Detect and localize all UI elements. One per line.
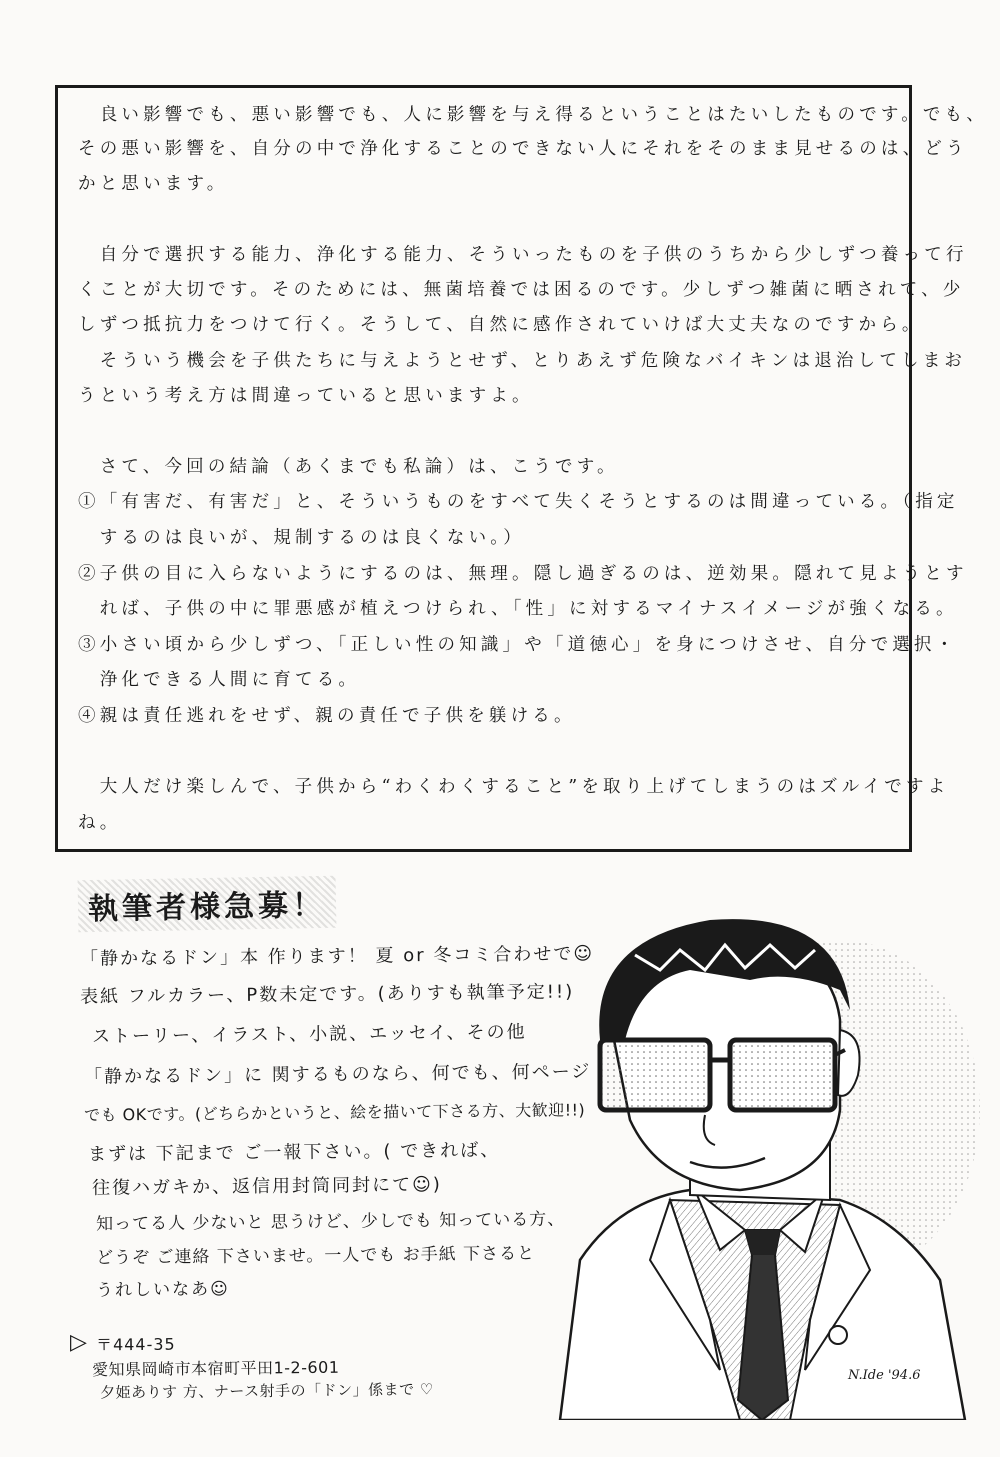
address-line: 愛知県岡崎市本宿町平田1-2-601 xyxy=(91,1357,340,1380)
man-with-glasses-illustration xyxy=(540,900,980,1420)
essay-line: さて、今回の結論（あくまでも私論）は、こうです。 xyxy=(78,457,619,477)
essay-line: ④親は責任逃れをせず、親の責任で子供を躾ける。 xyxy=(78,706,576,726)
essay-line: その悪い影響を、自分の中で浄化することのできない人にそれをそのまま見せるのは、どう xyxy=(78,139,968,159)
notice-line: でも OKです。(どちらかというと、絵を描いて下さる方、大歓迎!!) xyxy=(83,1100,586,1125)
artist-signature: N.Ide '94.6 xyxy=(848,1368,921,1383)
essay-line: 大人だけ楽しんで、子供から“わくわくすること”を取り上げてしまうのはズルイですよ xyxy=(78,777,950,797)
address-recipient: 夕姫ありす 方、ナース射手の「ドン」係まで ♡ xyxy=(99,1380,434,1402)
essay-line: そういう機会を子供たちに与えようとせず、とりあえず危険なバイキンは退治してしまお xyxy=(78,351,967,371)
essay-line: ②子供の目に入らないようにするのは、無理。隠し過ぎるのは、逆効果。隠れて見ようとす xyxy=(78,564,968,584)
notice-line: うれしいなあ☺ xyxy=(95,1279,230,1301)
essay-line: しずつ抵抗力をつけて行く。そうして、自然に感作されていけば大丈夫なのですから。 xyxy=(78,315,924,335)
notice-line: 表紙 フルカラー、P数未定です。(ありすも執筆予定!!) xyxy=(79,981,575,1008)
essay-line: 自分で選択する能力、浄化する能力、そういったものを子供のうちから少しずつ養って行 xyxy=(78,245,968,265)
notice-line: 「静かなるドン」本 作ります！ 夏 or 冬コミ合わせで☺ xyxy=(79,943,595,970)
essay-line: ①「有害だ、有害だ」と、そういうものをすべて失くそうとするのは間違っている。（指定 xyxy=(78,492,959,512)
essay-line: れば、子供の中に罪悪感が植えつけられ、「性」に対するマイナスイメージが強くなる。 xyxy=(78,599,958,619)
notice-line: 往復ハガキか、返信用封筒同封にて☺) xyxy=(91,1174,442,1199)
notice-line: どうぞ ご連絡 下さいませ。一人でも お手紙 下さると xyxy=(95,1243,536,1269)
essay-line: かと思います。 xyxy=(78,174,229,194)
essay-line: するのは良いが、規制するのは良くない。） xyxy=(78,528,525,548)
triangle-pointer-icon: ▷ xyxy=(70,1330,87,1355)
notice-line: 知ってる人 少ないと 思うけど、少しでも 知っている方、 xyxy=(95,1209,566,1235)
essay-line: ね。 xyxy=(78,813,122,833)
essay-line: くことが大切です。そのためには、無菌培養では困るのです。少しずつ雑菌に晒されて、少 xyxy=(78,280,965,300)
essay-line: ③小さい頃から少しずつ、「正しい性の知識」や「道徳心」を身につけさせ、自分で選択・ xyxy=(78,635,958,655)
postal-code: 〒444-35 xyxy=(95,1334,176,1355)
recruit-headline: 執筆者様急募！ xyxy=(78,876,337,932)
essay-line: 良い影響でも、悪い影響でも、人に影響を与え得るということはたいしたものです。でも、 xyxy=(78,105,988,125)
notice-line: 「静かなるドン」に 関するものなら、何でも、何ページ xyxy=(83,1061,592,1088)
notice-line: まずは 下記まで ご一報下さい。( できれば、 xyxy=(87,1139,501,1166)
notice-line: ストーリー、イラスト、小説、エッセイ、その他 xyxy=(91,1021,527,1048)
essay-line: 浄化できる人間に育てる。 xyxy=(78,670,361,690)
essay-line: うという考え方は間違っていると思いますよ。 xyxy=(78,386,534,406)
